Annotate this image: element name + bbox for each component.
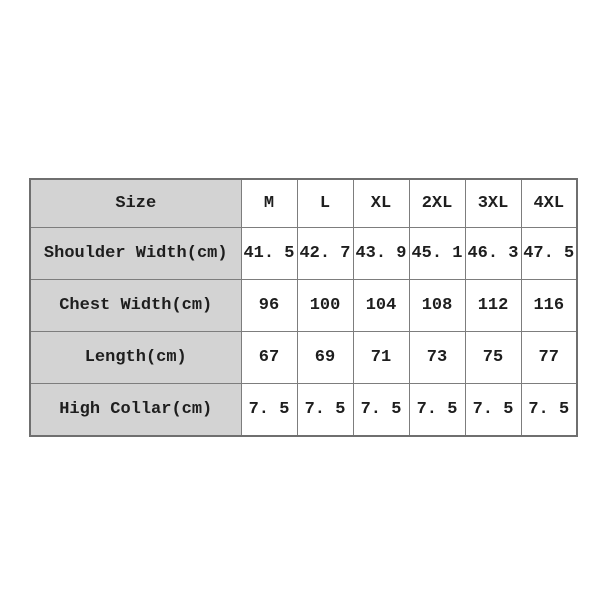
value-cell: 7. 5 — [353, 384, 409, 437]
table-row — [30, 384, 577, 437]
row-label-cell: Length(cm) — [30, 332, 241, 384]
row-label-cell: High Collar(cm) — [30, 384, 241, 437]
value-cell: 7. 5 — [409, 384, 465, 437]
value-cell: 69 — [297, 332, 353, 384]
value-cell: 71 — [353, 332, 409, 384]
value-cell: 41. 5 — [241, 228, 297, 280]
value-cell: 96 — [241, 280, 297, 332]
value-cell: 116 — [521, 280, 577, 332]
size-column-header-cell: 2XL — [409, 179, 465, 228]
value-cell: 100 — [297, 280, 353, 332]
row-label-cell: Shoulder Width(cm) — [30, 228, 241, 280]
value-cell: 77 — [521, 332, 577, 384]
table-row — [30, 228, 577, 280]
value-cell: 42. 7 — [297, 228, 353, 280]
value-cell: 47. 5 — [521, 228, 577, 280]
value-cell: 7. 5 — [465, 384, 521, 437]
size-column-header-cell: M — [241, 179, 297, 228]
value-cell: 7. 5 — [521, 384, 577, 437]
value-cell: 46. 3 — [465, 228, 521, 280]
header-row — [30, 179, 577, 228]
value-cell: 43. 9 — [353, 228, 409, 280]
size-chart-header — [30, 179, 577, 228]
size-column-header-cell: 3XL — [465, 179, 521, 228]
value-cell: 73 — [409, 332, 465, 384]
value-cell: 67 — [241, 332, 297, 384]
size-corner-header-cell: Size — [30, 179, 241, 228]
value-cell: 104 — [353, 280, 409, 332]
size-chart-body — [30, 228, 577, 437]
value-cell: 108 — [409, 280, 465, 332]
size-column-header-cell: XL — [353, 179, 409, 228]
size-column-header-cell: L — [297, 179, 353, 228]
table-row — [30, 332, 577, 384]
size-chart-table — [29, 178, 578, 437]
table-row — [30, 280, 577, 332]
value-cell: 7. 5 — [241, 384, 297, 437]
size-chart-container — [29, 178, 578, 437]
value-cell: 112 — [465, 280, 521, 332]
size-column-header-cell: 4XL — [521, 179, 577, 228]
row-label-cell: Chest Width(cm) — [30, 280, 241, 332]
value-cell: 75 — [465, 332, 521, 384]
value-cell: 45. 1 — [409, 228, 465, 280]
value-cell: 7. 5 — [297, 384, 353, 437]
